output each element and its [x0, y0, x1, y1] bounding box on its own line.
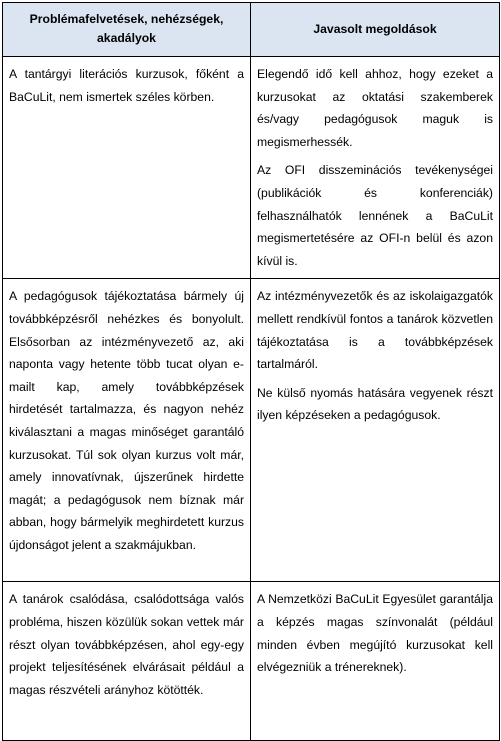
problem-text: A pedagógusok tájékoztatása bármely új továbbképzésről nehézkes és bonyolult. Elsősorban az intézményvezető az, aki naponta vagy hetente több tucat olyan e-mailt kap, amely továbbképzések hirdetését tartalmazza, és nagyon nehéz kiválasztani a magas minőséget garantáló kurzusokat. Túl sok olyan kurzus volt már, amely innovatívnak, újszerűnek hirdette magát; a pedagógusok nem bíznak már abban, hogy bármelyik meghirdetett kurzus újdonságot jelent a szakmájukban.: [9, 289, 244, 552]
solution-cell: [251, 279, 500, 582]
table-row: [3, 57, 500, 279]
solution-cell: [251, 582, 500, 741]
solution-text: Az OFI disszeminációs tevékenységei (publikációk és konferenciák) felhasználhatók lennének a BaCuLit megismertetésére az OFI-n belül és azon kívül is.: [257, 163, 493, 268]
problem-cell: [3, 582, 251, 741]
solution-text: Ne külső nyomás hatására vegyenek részt ilyen képzéseken a pedagógusok.: [257, 385, 493, 423]
problems-solutions-table: [2, 2, 500, 741]
solution-text: Elegendő idő kell ahhoz, hogy ezeket a kurzusokat az oktatási szakemberek és/vagy pedagógusok maguk is megismerhessék.: [257, 67, 493, 149]
problem-cell: [3, 279, 251, 582]
table-header-row: [3, 3, 500, 57]
header-solutions: Javasolt megoldások: [251, 3, 500, 57]
solution-cell: [251, 57, 500, 279]
table-row: [3, 582, 500, 741]
solution-text: A Nemzetközi BaCuLit Egyesület garantálja a képzés magas színvonalát (például minden évben megújító kurzusokat kell elvégezniük a trénereknek).: [257, 592, 493, 675]
problem-text: A tantárgyi literációs kurzusok, főként a BaCuLit, nem ismertek széles körben.: [9, 67, 244, 104]
problem-text: A tanárok csalódása, csalódottsága valós probléma, hiszen közülük sokan vettek már részt olyan továbbképzésen, ahol egy-egy projekt teljesítésének elvárásait például a magas részvételi arányhoz kötötték.: [9, 592, 244, 697]
problem-cell: [3, 57, 251, 279]
solution-text: Az intézményvezetők és az iskolaigazgatók mellett rendkívül fontos a tanárok közvetlen tájékoztatása is a továbbképzések tartalmáról.: [257, 289, 493, 372]
header-problems: Problémafelvetések, nehézségek, akadályok: [3, 3, 251, 57]
table-row: [3, 279, 500, 582]
